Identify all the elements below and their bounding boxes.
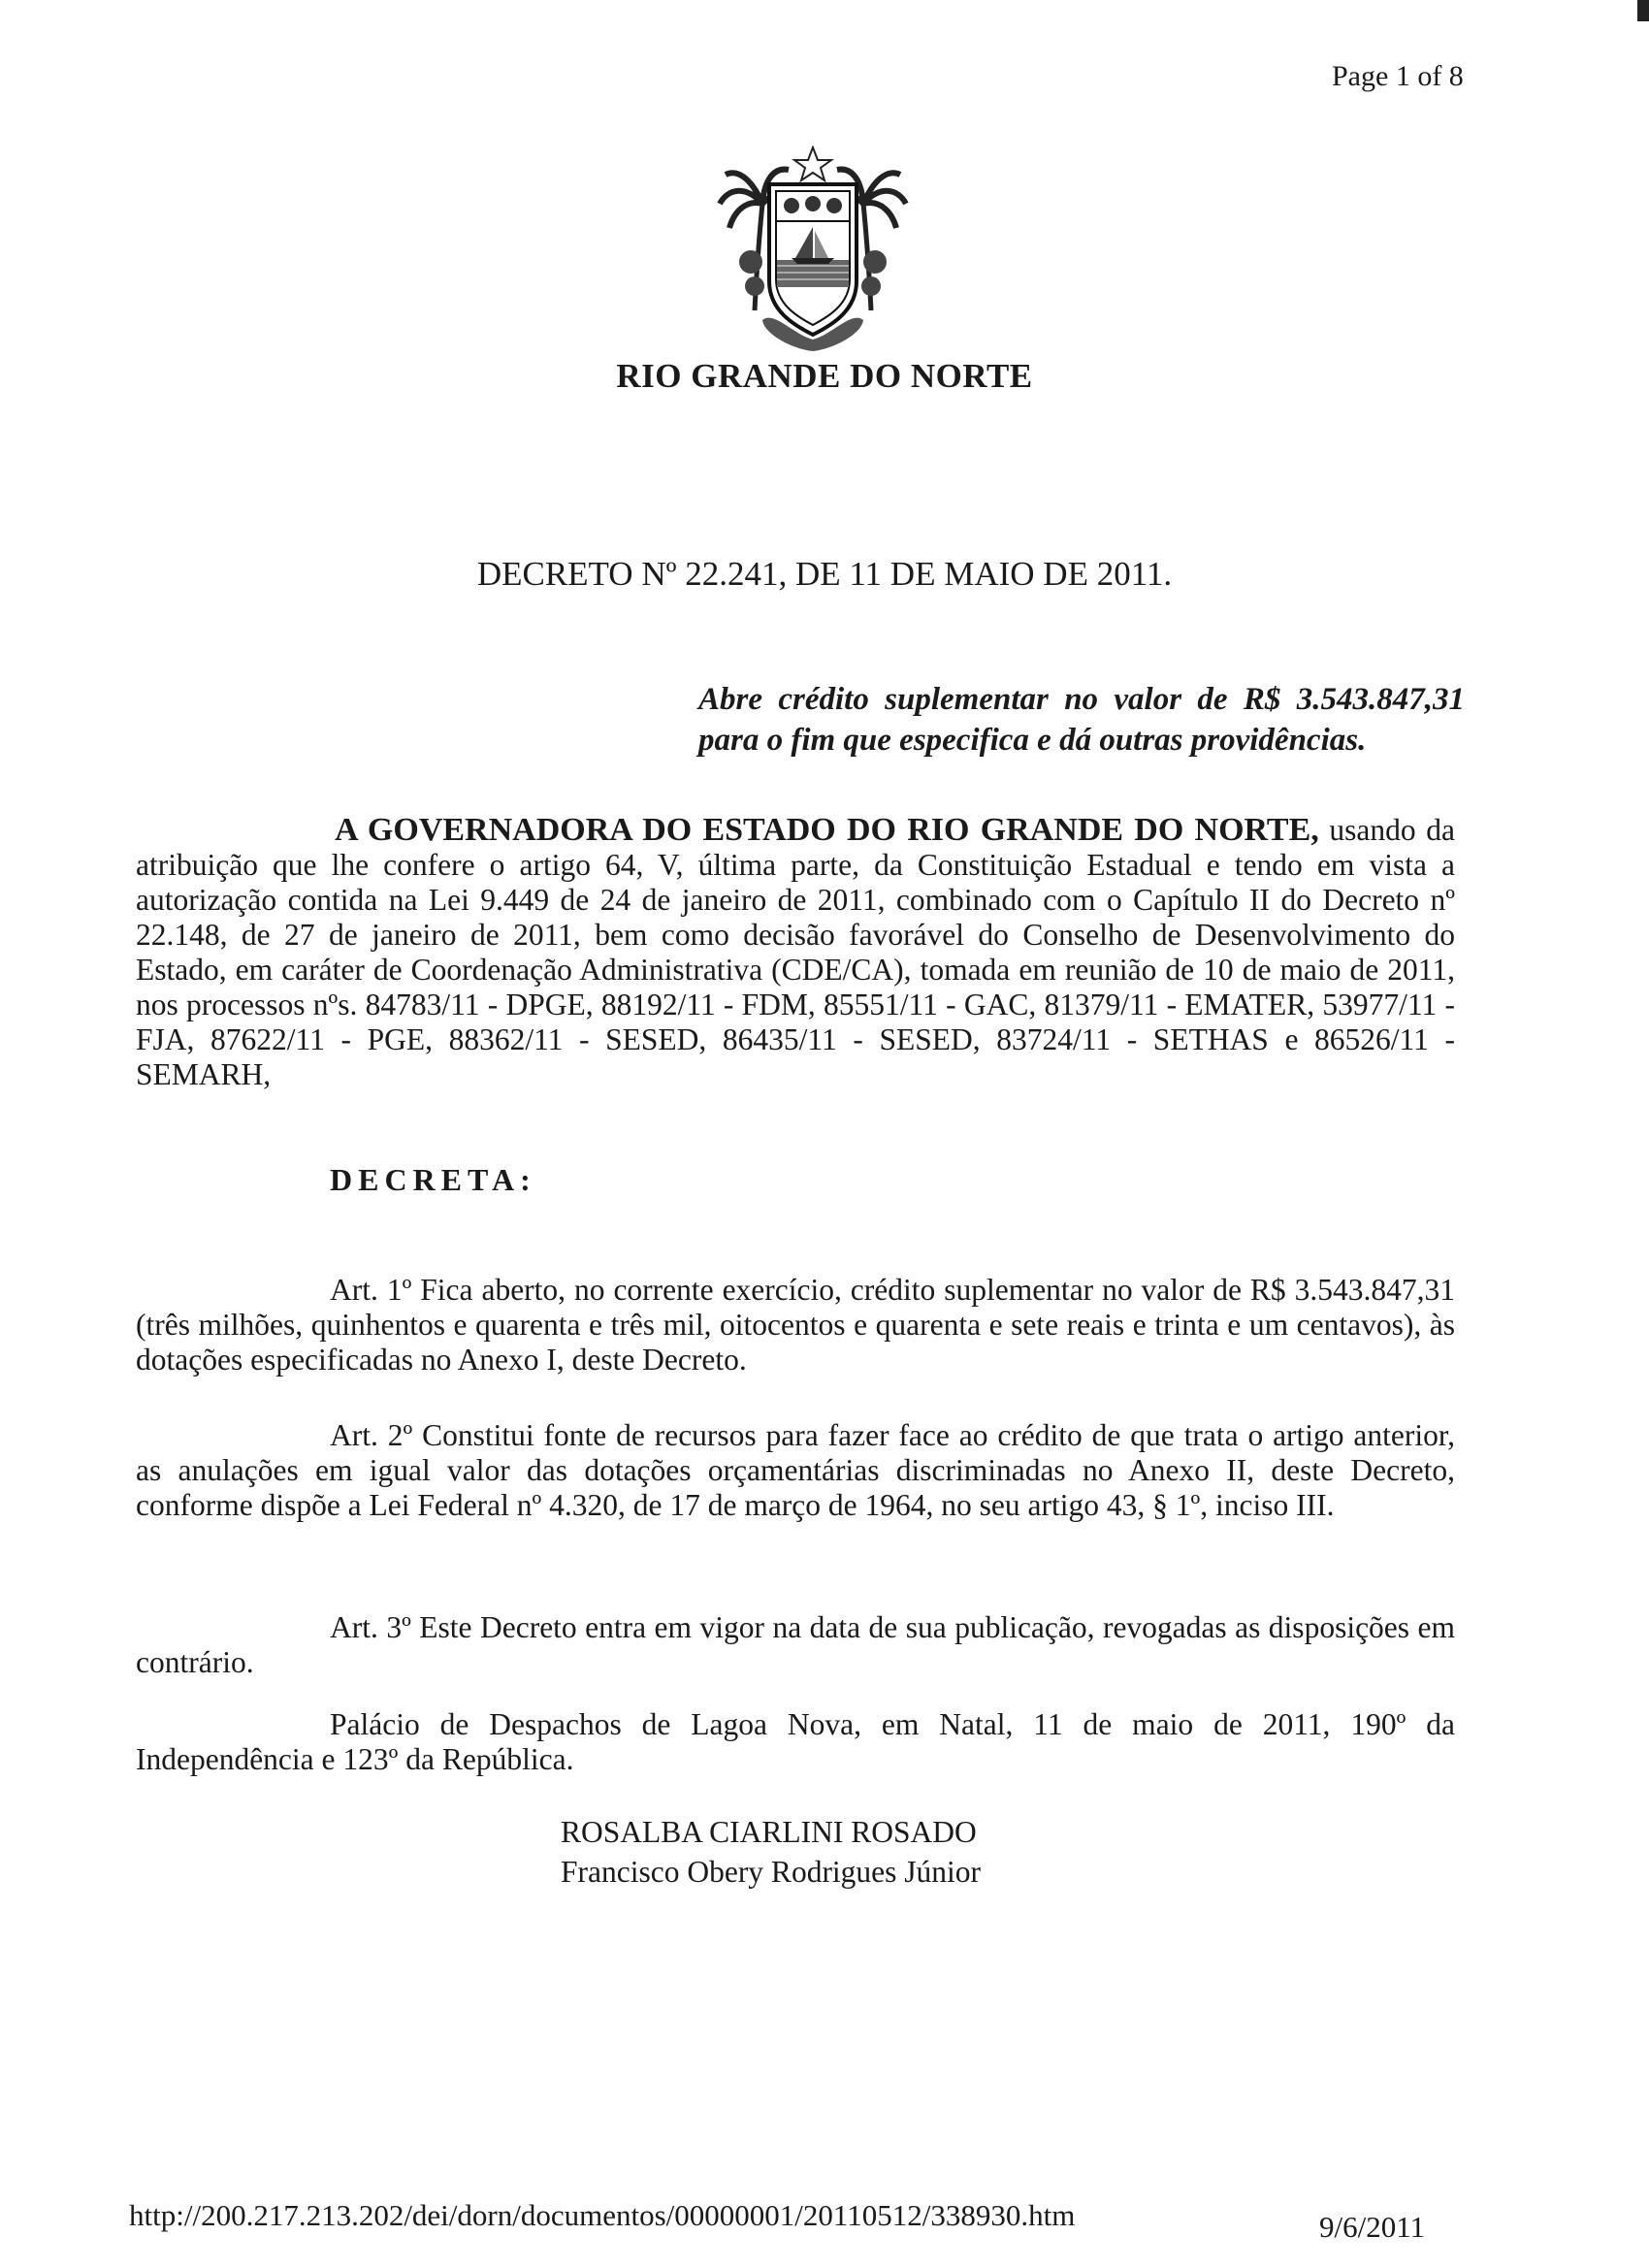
state-name: RIO GRANDE DO NORTE	[616, 357, 1033, 395]
article-1-text: Art. 1º Fica aberto, no corrente exercício, crédito suplementar no valor de R$ 3.543.847,31 (três milhões, quinhentos e quarenta e três mil, oitocentos e quarenta e sete reais e trinta e um centavos), às dotações especificadas no Anexo I, deste Decreto.	[136, 1273, 1455, 1377]
decree-ementa: Abre crédito suplementar no valor de R$ 3.543.847,31 para o fim que especifica e dá outras providências.	[698, 682, 1465, 758]
scan-edge-mark	[1637, 0, 1649, 21]
preamble-text: usando da atribuição que lhe confere o artigo 64, V, última parte, da Constituição Estadual e tendo em vista a autorização contida na Lei 9.449 de 24 de janeiro de 2011, combinado com o Capítulo II do Decreto nº 22.148, de 27 de janeiro de 2011, bem como decisão favorável do Conselho de Desenvolvimento do Estado, em caráter de Coordenação Administrativa (CDE/CA), tomada em reunião de 10 de maio de 2011, nos processos nºs. 84783/11 - DPGE, 88192/11 - FDM, 85551/11 - GAC, 81379/11 - EMATER, 53977/11 - FJA, 87622/11 - PGE, 88362/11 - SESED, 86435/11 - SESED, 83724/11 - SETHAS e 86526/11 - SEMARH,	[136, 813, 1455, 1091]
article-2-text: Art. 2º Constitui fonte de recursos para fazer face ao crédito de que trata o artigo anterior, as anulações em igual valor das dotações orçamentárias discriminadas no Anexo II, deste Decreto, conforme dispõe a Lei Federal nº 4.320, de 17 de março de 1964, no seu artigo 43, § 1º, inciso III.	[136, 1418, 1455, 1522]
signatory-governor: ROSALBA CIARLINI ROSADO	[561, 1815, 977, 1849]
signature-block	[561, 1812, 981, 1892]
footer-date: 9/6/2011	[1319, 2210, 1426, 2244]
closing-paragraph	[136, 1707, 1455, 1777]
closing-text: Palácio de Despachos de Lagoa Nova, em Natal, 11 de maio de 2011, 190º da Independência e 123º da República.	[136, 1707, 1455, 1776]
decreta-heading: DECRETA:	[330, 1162, 536, 1197]
preamble-paragraph	[136, 813, 1455, 1092]
article-3	[136, 1610, 1455, 1680]
article-3-text: Art. 3º Este Decreto entra em vigor na data de sua publicação, revogadas as disposições em contrário.	[136, 1610, 1455, 1679]
preamble-lead: A GOVERNADORA DO ESTADO DO RIO GRANDE DO NORTE,	[335, 812, 1319, 848]
footer-url: http://200.217.213.202/dei/dorn/documentos/00000001/20110512/338930.htm	[129, 2198, 1076, 2232]
article-2	[136, 1418, 1455, 1523]
decree-title: DECRETO Nº 22.241, DE 11 DE MAIO DE 2011.	[476, 555, 1173, 593]
signatory-secretary: Francisco Obery Rodrigues Júnior	[561, 1855, 982, 1889]
coat-of-arms-icon	[716, 146, 910, 359]
page-number: Page 1 of 8	[1332, 60, 1464, 92]
article-1	[136, 1273, 1455, 1377]
